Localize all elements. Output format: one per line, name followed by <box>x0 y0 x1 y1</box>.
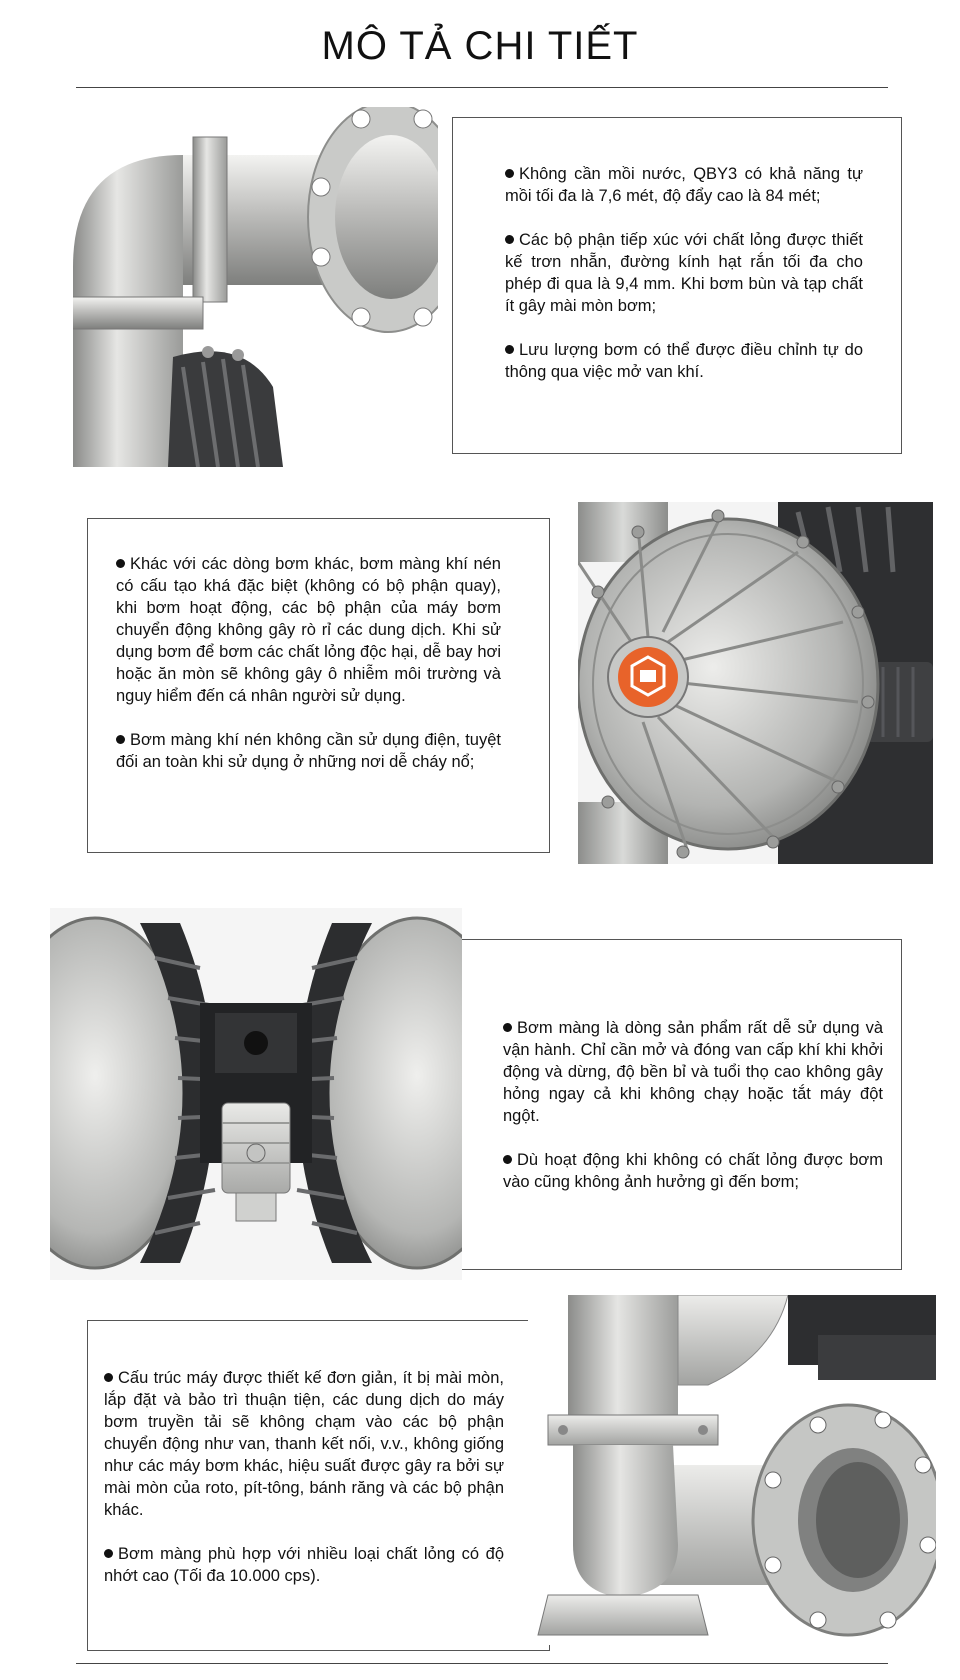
pump-base-outlet-photo-icon <box>528 1295 936 1645</box>
description-panel-3 <box>452 939 902 1270</box>
pump-twin-chamber-photo-icon <box>50 908 462 1280</box>
bullet-icon <box>503 1155 512 1164</box>
product-photo-2 <box>578 502 933 864</box>
pump-diaphragm-housing-photo-icon <box>578 502 933 864</box>
product-photo-3 <box>50 908 462 1280</box>
page-title: MÔ TẢ CHI TIẾT <box>321 24 639 68</box>
bullet-icon <box>104 1549 113 1558</box>
bullet-icon <box>505 169 514 178</box>
bullet-point: Bơm màng phù hợp với nhiều loại chất lỏng có độ nhớt cao (Tối đa 10.000 cps). <box>104 1545 504 1585</box>
title-divider <box>76 87 888 88</box>
bullet-point: Lưu lượng bơm có thể được điều chỉnh tự do thông qua việc mở van khí. <box>505 341 863 381</box>
bullet-icon <box>104 1373 113 1382</box>
bullet-point: Khác với các dòng bơm khác, bơm màng khí nén có cấu tạo khá đặc biệt (không có bộ phận quay), khi bơm hoạt động, các bộ phận của máy bơm chuyển động không gây rò rỉ các dung dịch. Khi sử dụng bơm để bơm các chất lỏng độc hại, dễ bay hơi hoặc ăn mòn sẽ không gây ô nhiễm môi trường và nguy hiểm đến cá nhân người sử dụng. <box>116 555 501 705</box>
bullet-point: Cấu trúc máy được thiết kế đơn giản, ít bị mài mòn, lắp đặt và bảo trì thuận tiện, các dung dịch do máy bơm truyền tải sẽ không chạm vào các bộ phận chuyển động như van, thanh kết nối, v.v., không giống như các máy bơm khác, hiệu suất được gây ra bởi sự mài mòn của roto, pít-tông, bánh răng và các bộ phận khác. <box>104 1369 504 1519</box>
bullet-icon <box>505 345 514 354</box>
bullet-icon <box>116 559 125 568</box>
footer-divider <box>76 1663 888 1664</box>
bullet-icon <box>503 1023 512 1032</box>
bullet-point: Không cần mồi nước, QBY3 có khả năng tự mồi tối đa là 7,6 mét, độ đẩy cao là 84 mét; <box>505 165 863 205</box>
product-photo-1 <box>73 107 438 467</box>
description-panel-4 <box>87 1320 550 1651</box>
bullet-point: Bơm màng là dòng sản phẩm rất dễ sử dụng và vận hành. Chỉ cần mở và đóng van cấp khí khi khởi động và dừng, độ bền bỉ và tuổi thọ cao không gây hỏng ngay cả khi không chạy hoặc tắt máy đột ngột. <box>503 1019 883 1125</box>
description-panel-2 <box>87 518 550 853</box>
bullet-point: Bơm màng khí nén không cần sử dụng điện, tuyệt đối an toàn khi sử dụng ở những nơi dễ cháy nổ; <box>116 731 501 771</box>
bullet-point: Dù hoạt động khi không có chất lỏng được bơm vào cũng không ảnh hưởng gì đến bơm; <box>503 1151 883 1191</box>
description-panel-1 <box>452 117 902 454</box>
product-photo-4 <box>528 1295 936 1645</box>
bullet-icon <box>116 735 125 744</box>
bullet-point: Các bộ phận tiếp xúc với chất lỏng được thiết kế trơn nhẵn, đường kính hạt rắn tối đa cho phép đi qua là 9,4 mm. Khi bơm bùn và tạp chất ít gây mài mòn bơm; <box>505 231 863 315</box>
bullet-icon <box>505 235 514 244</box>
pump-elbow-flange-photo-icon <box>73 107 438 467</box>
